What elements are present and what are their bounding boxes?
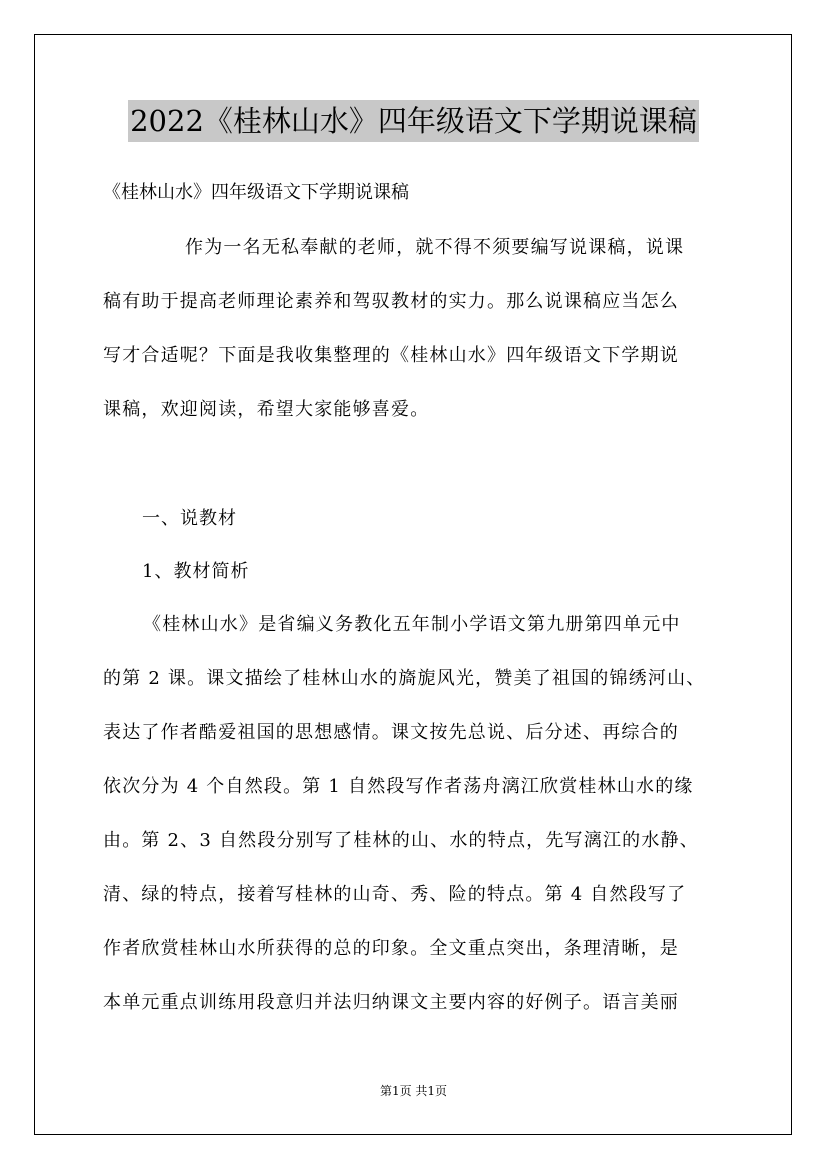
body-line: 清、绿的特点，接着写桂林的山奇、秀、险的特点。第 4 自然段写了 bbox=[103, 884, 687, 905]
intro-line: 课稿，欢迎阅读，希望大家能够喜爱。 bbox=[103, 399, 430, 420]
intro-line: 写才合适呢？下面是我收集整理的《桂林山水》四年级语文下学期说 bbox=[103, 345, 679, 366]
body-line: 《桂林山水》是省编义务教化五年制小学语文第九册第四单元中 bbox=[143, 614, 681, 635]
body-line: 依次分为 4 个自然段。第 1 自然段写作者荡舟漓江欣赏桂林山水的缘 bbox=[103, 776, 694, 797]
body-line: 作者欣赏桂林山水所获得的总的印象。全文重点突出，条理清晰，是 bbox=[103, 938, 679, 959]
page-footer: 第1页 共1页 bbox=[379, 1084, 448, 1098]
section-heading: 一、说教材 bbox=[142, 508, 237, 529]
intro-line: 稿有助于提高老师理论素养和驾驭教材的实力。那么说课稿应当怎么 bbox=[103, 291, 679, 312]
document-subtitle: 《桂林山水》四年级语文下学期说课稿 bbox=[103, 182, 409, 203]
body-line: 的第 2 课。课文描绘了桂林山水的旖旎风光，赞美了祖国的锦绣河山、 bbox=[103, 668, 706, 689]
document-title: 2022《桂林山水》四年级语文下学期说课稿 bbox=[128, 100, 699, 142]
title-container bbox=[0, 100, 827, 142]
body-line: 表达了作者酷爱祖国的思想感情。课文按先总说、后分述、再综合的 bbox=[103, 722, 679, 743]
body-paragraph bbox=[103, 598, 743, 1030]
intro-line: 作为一名无私奉献的老师，就不得不须要编写说课稿，说课 bbox=[185, 237, 685, 258]
body-line: 由。第 2、3 自然段分别写了桂林的山、水的特点，先写漓江的水静、 bbox=[103, 830, 699, 851]
intro-paragraph bbox=[103, 221, 743, 437]
body-line: 本单元重点训练用段意归并法归纳课文主要内容的好例子。语言美丽 bbox=[103, 992, 679, 1013]
subsection-heading: 1、教材简析 bbox=[142, 561, 250, 582]
